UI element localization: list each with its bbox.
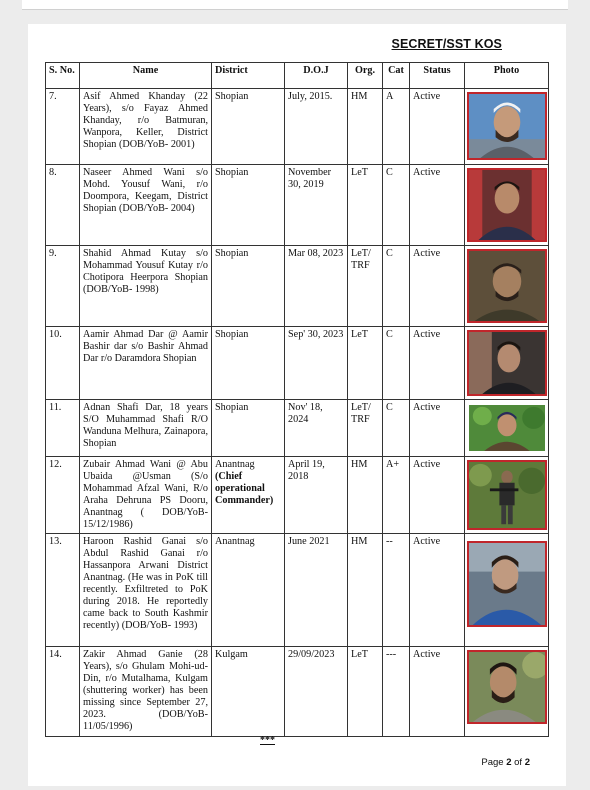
header-status: Status: [410, 63, 465, 89]
cell-cat: --: [383, 534, 410, 647]
cell-name: Aamir Ahmad Dar @ Aamir Bashir dar s/o Bashir Ahmad Dar r/o Daramdora Shopian: [80, 327, 212, 400]
cell-status: Active: [410, 400, 465, 457]
table-row: [46, 165, 549, 246]
header-sno: S. No.: [46, 63, 80, 89]
cell-org: HM: [348, 89, 383, 165]
records-table: [45, 62, 549, 737]
table-row: [46, 246, 549, 327]
person-photo: [467, 403, 547, 453]
cell-org: LeT: [348, 165, 383, 246]
page-current: 2: [506, 757, 512, 768]
person-photo: [467, 650, 547, 724]
cell-status: Active: [410, 89, 465, 165]
cell-name: Asif Ahmed Khanday (22 Years), s/o Fayaz Ahmed Khanday, r/o Batmuran, Wanpora, Keller, District Shopian (DOB/YoB- 2001): [80, 89, 212, 165]
person-photo: [467, 541, 547, 627]
district-name: Anantnag: [215, 459, 255, 470]
cell-sno: 9.: [46, 246, 80, 327]
cell-district: Shopian: [212, 89, 285, 165]
person-photo: [467, 249, 547, 323]
cell-doj: June 2021: [285, 534, 348, 647]
cell-org: LeT: [348, 647, 383, 737]
cell-org: LeT/ TRF: [348, 400, 383, 457]
cell-status: Active: [410, 246, 465, 327]
cell-cat: A+: [383, 457, 410, 534]
cell-doj: 29/09/2023: [285, 647, 348, 737]
header-doj: D.O.J: [285, 63, 348, 89]
cell-sno: 13.: [46, 534, 80, 647]
cell-doj: Sep' 30, 2023: [285, 327, 348, 400]
cell-name: Zakir Ahmad Ganie (28 Years), s/o Ghulam Mohi-ud-Din, r/o Mutalhama, Kulgam (shuttering worker) has been missing since September 27, 2023. (DOB/YoB- 11/05/1996): [80, 647, 212, 737]
cell-name: Adnan Shafi Dar, 18 years S/O Muhammad Shafi R/O Wanduna Melhura, Zainapora, Shopian: [80, 400, 212, 457]
cell-district: Kulgam: [212, 647, 285, 737]
cell-name: Zubair Ahmad Wani @ Abu Ubaida @Usman (S/o Mohammad Afzal Wani, R/o Araha Dehruna PS Dooru, Anantnag ( DOB/YoB- 15/12/1986): [80, 457, 212, 534]
cell-photo: [465, 246, 549, 327]
cell-photo: [465, 327, 549, 400]
cell-org: HM: [348, 534, 383, 647]
classification-label: SECRET/SST KOS: [391, 37, 502, 51]
cell-doj: November 30, 2019: [285, 165, 348, 246]
cell-district: Shopian: [212, 400, 285, 457]
cell-org: HM: [348, 457, 383, 534]
cell-cat: ---: [383, 647, 410, 737]
cell-district: Shopian: [212, 246, 285, 327]
table-row: [46, 400, 549, 457]
header-district: District: [212, 63, 285, 89]
table-header-row: [46, 63, 549, 89]
person-photo: [467, 92, 547, 160]
cell-name: Naseer Ahmed Wani s/o Mohd. Yousuf Wani, r/o Doompora, Keegam, District Shopian (DOB/YoB- 2004): [80, 165, 212, 246]
header-photo: Photo: [465, 63, 549, 89]
person-photo: [467, 460, 547, 530]
cell-status: Active: [410, 457, 465, 534]
cell-photo: [465, 647, 549, 737]
cell-sno: 12.: [46, 457, 80, 534]
table-row: [46, 534, 549, 647]
cell-cat: C: [383, 246, 410, 327]
cell-sno: 7.: [46, 89, 80, 165]
cell-sno: 11.: [46, 400, 80, 457]
cell-cat: C: [383, 165, 410, 246]
cell-district: Shopian: [212, 165, 285, 246]
previous-page-edge: [22, 0, 568, 10]
page-number: [481, 757, 530, 768]
page-prefix: Page: [481, 757, 507, 768]
table-row: [46, 327, 549, 400]
cell-status: Active: [410, 647, 465, 737]
table-row: [46, 457, 549, 534]
district-note: (Chief operational Commander): [215, 471, 274, 506]
cell-cat: C: [383, 327, 410, 400]
page-of: of: [511, 757, 525, 768]
cell-sno: 8.: [46, 165, 80, 246]
cell-photo: [465, 400, 549, 457]
page-total: 2: [524, 757, 530, 768]
cell-status: Active: [410, 165, 465, 246]
header-name: Name: [80, 63, 212, 89]
person-photo: [467, 330, 547, 396]
cell-sno: 10.: [46, 327, 80, 400]
table-row: [46, 647, 549, 737]
cell-cat: C: [383, 400, 410, 457]
cell-cat: A: [383, 89, 410, 165]
cell-district: Shopian: [212, 327, 285, 400]
document-page: [28, 24, 566, 786]
cell-photo: [465, 165, 549, 246]
cell-status: Active: [410, 534, 465, 647]
cell-status: Active: [410, 327, 465, 400]
header-org: Org.: [348, 63, 383, 89]
cell-name: Shahid Ahmad Kutay s/o Mohammad Yousuf Kutay r/o Chotipora Heerpora Shopian (DOB/YoB- 1998): [80, 246, 212, 327]
header-cat: Cat: [383, 63, 410, 89]
cell-doj: April 19, 2018: [285, 457, 348, 534]
cell-org: LeT/ TRF: [348, 246, 383, 327]
cell-photo: [465, 457, 549, 534]
person-photo: [467, 168, 547, 242]
cell-doj: Nov' 18, 2024: [285, 400, 348, 457]
cell-doj: Mar 08, 2023: [285, 246, 348, 327]
cell-photo: [465, 534, 549, 647]
cell-org: LeT: [348, 327, 383, 400]
cell-doj: July, 2015.: [285, 89, 348, 165]
table-row: [46, 89, 549, 165]
cell-district: [212, 457, 285, 534]
cell-district: Anantnag: [212, 534, 285, 647]
cell-sno: 14.: [46, 647, 80, 737]
end-mark: ***: [260, 735, 275, 746]
cell-photo: [465, 89, 549, 165]
cell-name: Haroon Rashid Ganai s/o Abdul Rashid Ganai r/o Hassanpora Arwani District Anantnag. (He was in PoK till recently. Exfiltreted to PoK during 2018. He reportedly came back to South Kashmir recently) (DOB/YoB- 1993): [80, 534, 212, 647]
